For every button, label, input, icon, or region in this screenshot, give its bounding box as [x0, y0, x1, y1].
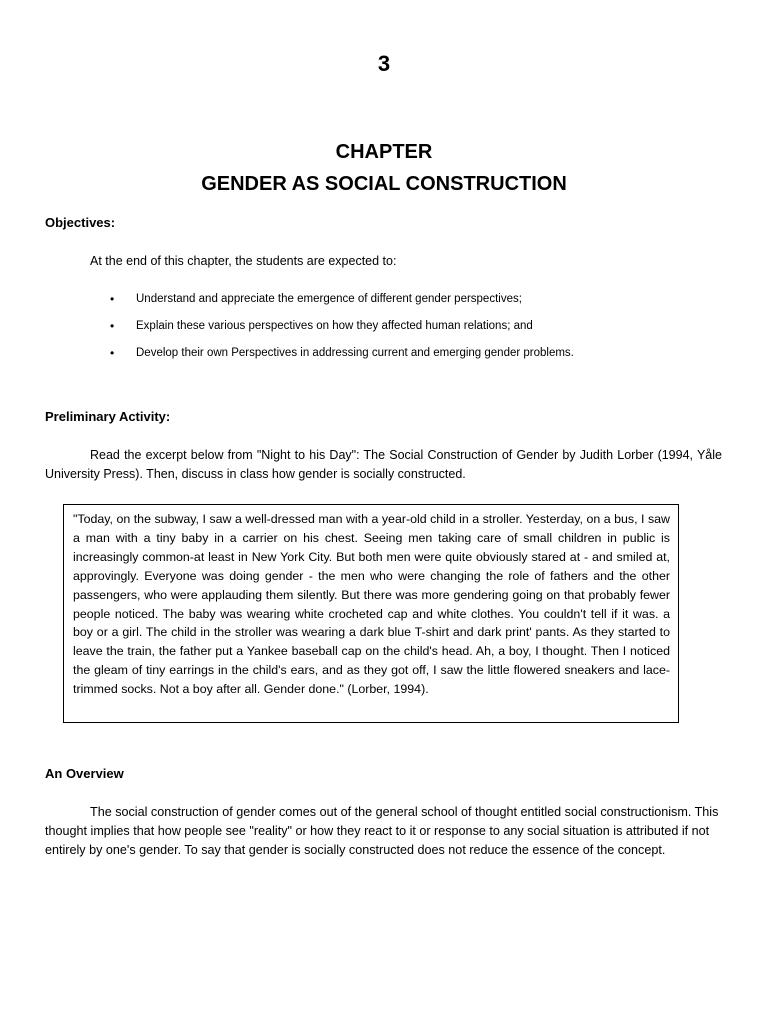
bullet-icon: •	[110, 346, 115, 360]
list-item	[110, 290, 574, 317]
list-item	[110, 344, 574, 371]
overview-text: The social construction of gender comes out of the general school of thought entitled social constructionism. This thought implies that how people see "reality" or how they react to it or response to any social situation is attributed if not entirely by one's gender. To say that gender is socially constructed does not reduce the essence of the concept.	[45, 805, 719, 857]
chapter-heading	[0, 136, 768, 200]
objectives-list	[110, 290, 574, 371]
bullet-icon: •	[110, 292, 115, 306]
quote-text: "Today, on the subway, I saw a well-dressed man with a year-old child in a stroller. Yesterday, on a bus, I saw a man with a tiny baby in a carrier on his chest. Seeing men taking care of small children in public is increasingly common-at least in New York City. But both men were quite obviously stared at - and smiled at, approvingly. Everyone was doing gender - the men who were changing the role of fathers and the other passengers, who were applauding them silently. But there was more gendering going on that probably fewer people noticed. The baby was wearing white crocheted cap and white clothes. You couldn't tell if it was. a boy or a girl. The child in the stroller was wearing a dark blue T-shirt and dark print' pants. As they started to leave the train, the father put a Yankee baseball cap on the child's head. Ah, a boy, I thought. Then I noticed the gleam of tiny earrings in the child's ears, and as they got off, I saw the little flowered sneakers and lace-trimmed socks. Not a boy after all. Gender done." (Lorber, 1994).	[73, 512, 670, 697]
bullet-icon: •	[110, 319, 115, 333]
chapter-label: CHAPTER	[335, 141, 433, 163]
preliminary-text: Read the excerpt below from "Night to his Day": The Social Construction of Gender by Judith Lorber (1994, Yåle University Press). Then, discuss in class how gender is socially constructed.	[45, 448, 722, 481]
list-item-text: Understand and appreciate the emergence of different gender perspectives;	[136, 293, 522, 305]
chapter-title: GENDER AS SOCIAL CONSTRUCTION	[201, 173, 567, 195]
list-item	[110, 317, 574, 344]
overview-heading: An Overview	[45, 766, 124, 781]
objectives-heading: Objectives:	[45, 215, 116, 230]
page-number: 3	[377, 51, 391, 76]
objectives-intro: At the end of this chapter, the students are expected to:	[90, 254, 397, 268]
list-item-text: Explain these various perspectives on how they affected human relations; and	[136, 320, 533, 332]
quote-box	[63, 504, 679, 723]
list-item-text: Develop their own Perspectives in addressing current and emerging gender problems.	[136, 347, 574, 359]
preliminary-heading: Preliminary Activity:	[45, 409, 171, 424]
